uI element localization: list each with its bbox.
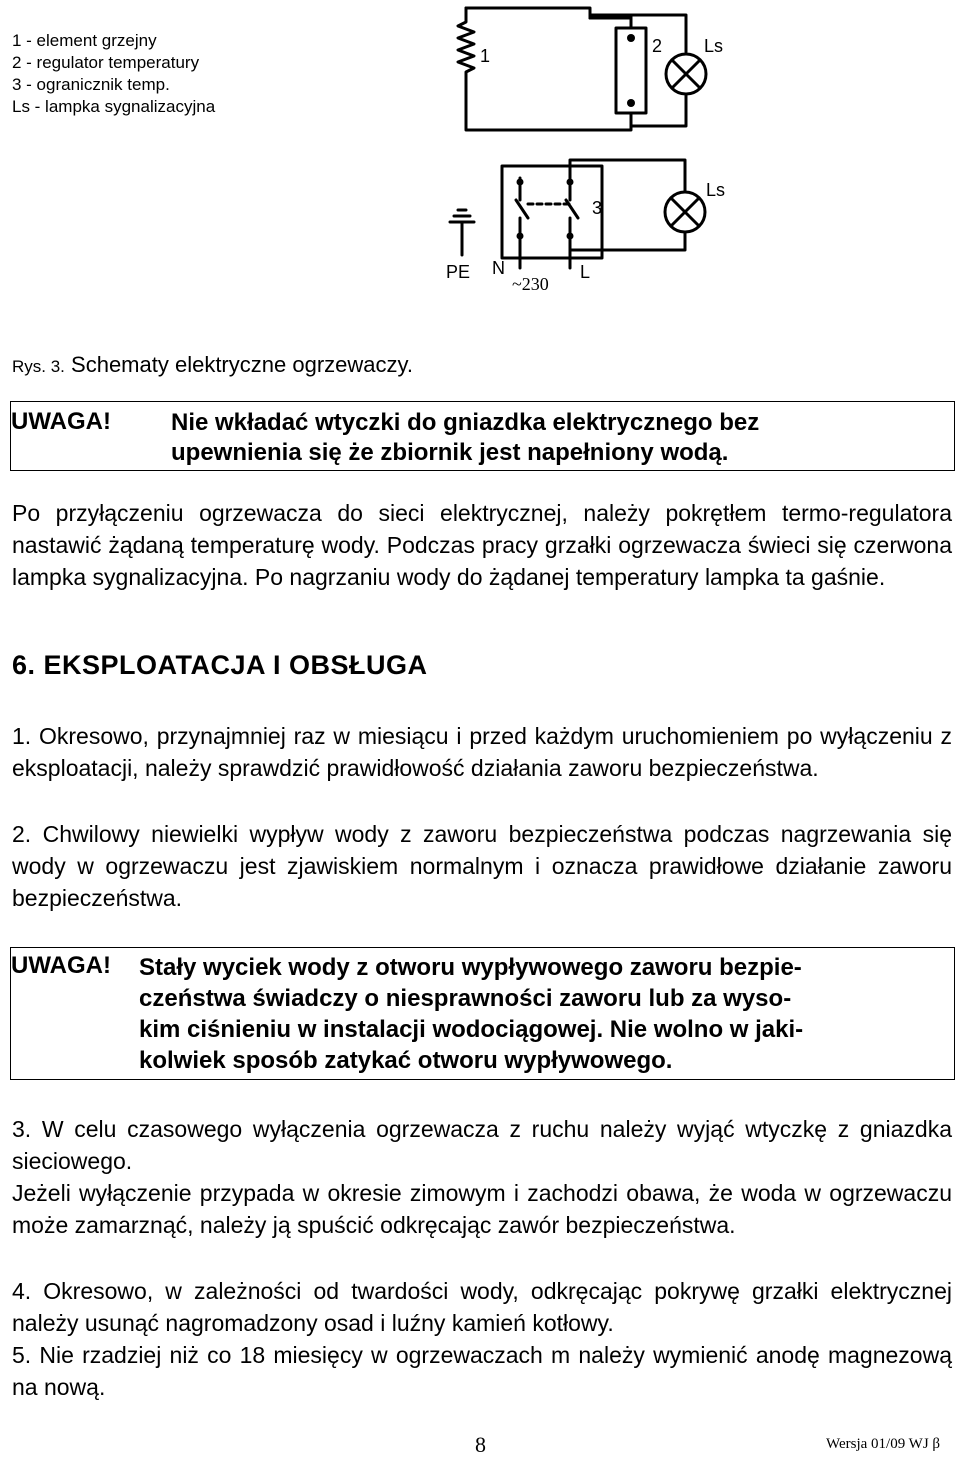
label-1: 1	[480, 46, 491, 66]
label-pe: PE	[446, 262, 471, 282]
warning-text	[139, 952, 939, 1076]
paragraph-connection: Po przyłączeniu ogrzewacza do sieci elektrycznej, należy pokrętłem termo-regulatora nastawić żądaną temperaturę wody. Podczas pracy grzałki ogrzewacza świeci się czerwona lampka sygnalizacyjna. Po nagrzaniu wody do żądanej temperatury lampka ta gaśnie.	[12, 500, 952, 590]
page-number: 8	[475, 1432, 486, 1457]
warning-label: UWAGA!	[11, 408, 111, 435]
section-heading: 6. EKSPLOATACJA I OBSŁUGA	[12, 650, 428, 680]
label-3: 3	[592, 198, 603, 218]
item-2: 2. Chwilowy niewielki wypływ wody z zaworu bezpieczeństwa podczas nagrzewania się wody w ogrzewaczu jest zjawiskiem normalnym i oznacza prawidłowe działanie zaworu bezpieczeństwa.	[12, 821, 952, 911]
item-1: 1. Okresowo, przynajmniej raz w miesiącu i przed każdym uruchomieniem po wyłączeniu z eksploatacji, należy sprawdzić prawidłowość działania zaworu bezpieczeństwa.	[12, 723, 952, 781]
warning-box-water	[10, 401, 955, 471]
version-label: Wersja 01/09 WJ β	[826, 1436, 941, 1452]
figure-caption	[12, 352, 413, 378]
warning-text	[171, 408, 759, 468]
figure-caption-prefix: Rys. 3.	[12, 357, 65, 376]
electrical-schematic	[440, 0, 740, 300]
heating-element-symbol	[458, 8, 474, 80]
label-l: L	[580, 262, 591, 282]
label-ls-top: Ls	[704, 36, 724, 56]
legend-item-signal-lamp: Ls - lampka sygnalizacyjna	[12, 97, 216, 116]
item-3: 3. W celu czasowego wyłączenia ogrzewacza z ruchu należy wyjąć wtyczkę z gniazdka sieciowego.	[12, 1116, 952, 1174]
warning-line-2: upewnienia się że zbiornik jest napełniony wodą.	[171, 439, 729, 466]
label-2: 2	[652, 36, 663, 56]
item-3-continued: Jeżeli wyłączenie przypada w okresie zimowym i zachodzi obawa, że woda w ogrzewaczu może zamarznąć, należy ją spuścić odkręcając zawór bezpieczeństwa.	[12, 1180, 952, 1238]
warning-line-4: kolwiek sposób zatykać otworu wypływowego.	[139, 1047, 673, 1074]
top-wire	[466, 8, 590, 18]
warning-line-3: kim ciśnieniu w instalacji wodociągowej. Nie wolno w jaki-	[139, 1016, 804, 1043]
warning-line-1: Stały wyciek wody z otworu wypływowego zaworu bezpie-	[139, 954, 802, 981]
label-ls-bottom: Ls	[706, 180, 726, 200]
label-n: N	[492, 258, 505, 278]
warning-line-1: Nie wkładać wtyczki do gniazdka elektrycznego bez	[171, 409, 760, 436]
diagram-legend	[12, 30, 215, 118]
item-4: 4. Okresowo, w zależności od twardości wody, odkręcając pokrywę grzałki elektrycznej należy usunąć nagromadzony osad i luźny kamień kotłowy.	[12, 1278, 952, 1336]
warning-label: UWAGA!	[11, 952, 111, 979]
label-voltage: ~230	[512, 274, 549, 294]
warning-box-valve	[10, 947, 955, 1080]
limiter-box	[502, 166, 602, 258]
legend-item-temperature-limiter: 3 - ogranicznik temp.	[12, 75, 170, 94]
figure-caption-text: Schematy elektryczne ogrzewaczy.	[71, 352, 413, 377]
legend-item-temperature-regulator: 2 - regulator temperatury	[12, 53, 200, 72]
legend-item-heating-element: 1 - element grzejny	[12, 31, 157, 50]
item-5: 5. Nie rzadziej niż co 18 miesięcy w ogrzewaczach m należy wymienić anodę magnezową na nową.	[12, 1342, 952, 1400]
warning-line-2: czeństwa świadczy o niesprawności zaworu lub za wyso-	[139, 985, 792, 1012]
